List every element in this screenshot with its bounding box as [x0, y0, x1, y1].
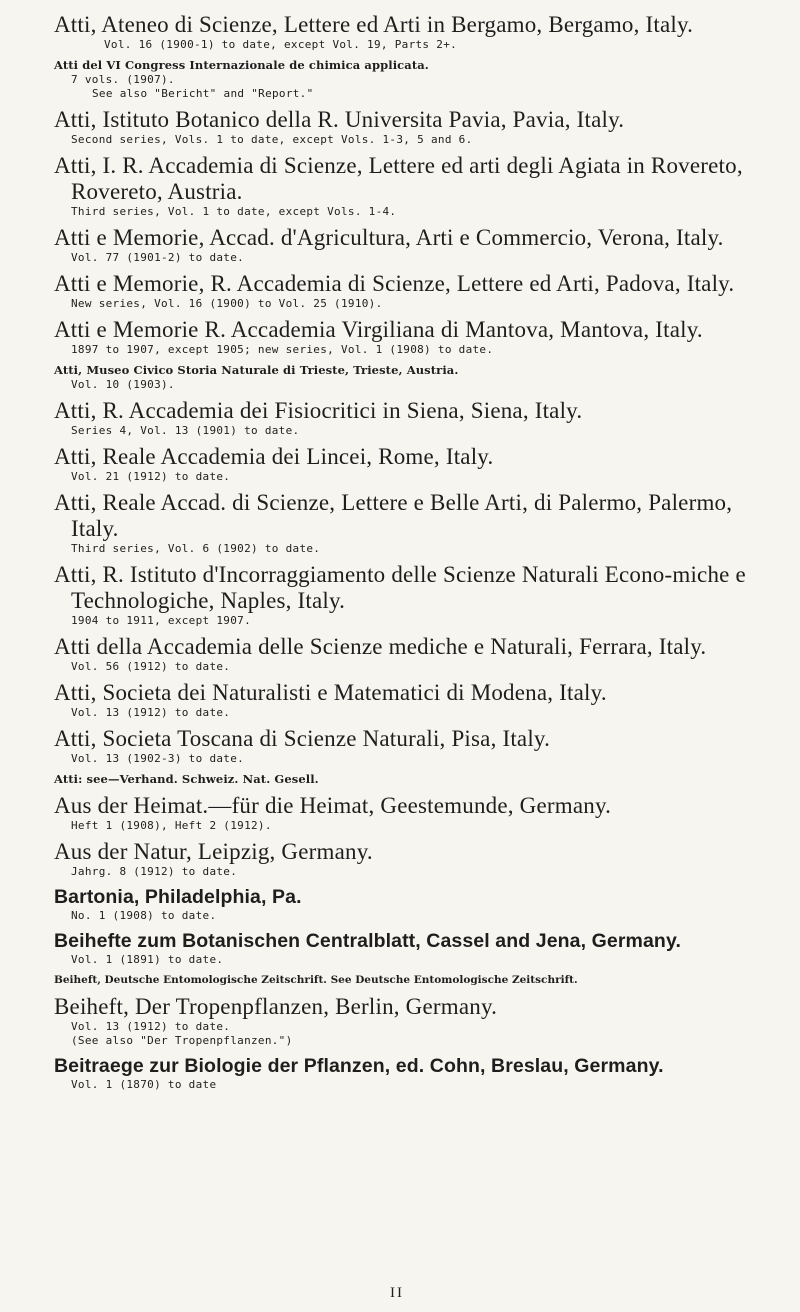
entry-museo-trieste	[54, 363, 760, 392]
entry-holdings: Vol. 13 (1912) to date.	[71, 706, 231, 719]
entry-holdings: Vol. 1 (1891) to date.	[71, 953, 224, 966]
entry-naturalisti-modena	[54, 680, 760, 720]
entry-beiheft-entomologische	[54, 973, 760, 988]
entry-title: Atti del VI Congress Internazionale de chimica applicata.	[54, 58, 429, 72]
entry-title: Atti, I. R. Accademia di Scienze, Lettere ed arti degli Agiata in Rovereto, Rovereto, Austria.	[54, 153, 743, 204]
entry-title: Beihefte zum Botanischen Centralblatt, Cassel and Jena, Germany.	[54, 930, 681, 952]
entry-see-also: (See also "Der Tropenpflanzen.")	[71, 1034, 293, 1047]
entry-holdings: 1897 to 1907, except 1905; new series, Vol. 1 (1908) to date.	[71, 343, 494, 356]
entry-title: Atti, R. Accademia dei Fisiocritici in Siena, Siena, Italy.	[54, 398, 583, 423]
entry-ateneo-bergamo	[54, 12, 760, 52]
entry-accademia-padova	[54, 271, 760, 311]
entry-accademia-rovereto	[54, 153, 760, 219]
entry-holdings: Series 4, Vol. 13 (1901) to date.	[71, 424, 300, 437]
entry-holdings: Vol. 77 (1901-2) to date.	[71, 251, 245, 264]
entry-title: Atti della Accademia delle Scienze mediche e Naturali, Ferrara, Italy.	[54, 634, 707, 659]
entry-aus-der-natur	[54, 839, 760, 879]
entry-title: Atti, Istituto Botanico della R. Universita Pavia, Pavia, Italy.	[54, 107, 625, 132]
entry-holdings: Vol. 1 (1870) to date	[71, 1078, 217, 1091]
entry-title: Atti: see—Verhand. Schweiz. Nat. Gesell.	[54, 772, 319, 786]
entry-bartonia	[54, 885, 760, 923]
entry-title: Atti, Societa Toscana di Scienze Naturali, Pisa, Italy.	[54, 726, 551, 751]
entry-holdings: Third series, Vol. 6 (1902) to date.	[71, 542, 321, 555]
entry-congress-chimica	[54, 58, 760, 101]
entry-title: Bartonia, Philadelphia, Pa.	[54, 886, 302, 908]
entry-agricultura-verona	[54, 225, 760, 265]
entry-title: Atti e Memorie R. Accademia Virgiliana di Mantova, Mantova, Italy.	[54, 317, 703, 342]
entry-beitraege-biologie	[54, 1054, 760, 1092]
entry-holdings: 7 vols. (1907).	[71, 73, 175, 86]
entry-virgiliana-mantova	[54, 317, 760, 357]
entry-holdings: Vol. 13 (1902-3) to date.	[71, 752, 245, 765]
entry-beihefte-centralblatt	[54, 929, 760, 967]
entry-title: Atti, Reale Accademia dei Lincei, Rome, Italy.	[54, 444, 494, 469]
entry-accad-palermo	[54, 490, 760, 556]
entry-title: Beiheft, Deutsche Entomologische Zeitschrift. See Deutsche Entomologische Zeitschrift.	[54, 974, 578, 986]
entry-toscana-pisa	[54, 726, 760, 766]
entry-title: Atti, Societa dei Naturalisti e Matematici di Modena, Italy.	[54, 680, 607, 705]
entry-aus-der-heimat	[54, 793, 760, 833]
entry-holdings: New series, Vol. 16 (1900) to Vol. 25 (1910).	[71, 297, 383, 310]
entry-beiheft-tropenpflanzen	[54, 994, 760, 1048]
entry-holdings: Vol. 13 (1912) to date.	[71, 1020, 231, 1033]
entry-holdings: Second series, Vols. 1 to date, except Vols. 1-3, 5 and 6.	[71, 133, 473, 146]
entry-istituto-botanico-pavia	[54, 107, 760, 147]
entry-title: Aus der Natur, Leipzig, Germany.	[54, 839, 373, 864]
entry-title: Atti e Memorie, R. Accademia di Scienze, Lettere ed Arti, Padova, Italy.	[54, 271, 735, 296]
entry-holdings: Third series, Vol. 1 to date, except Vols. 1-4.	[71, 205, 397, 218]
entry-lincei-rome	[54, 444, 760, 484]
entry-title: Atti, R. Istituto d'Incorraggiamento delle Scienze Naturali Econo-miche e Technologiche, Naples, Italy.	[54, 562, 746, 613]
entry-title: Aus der Heimat.—für die Heimat, Geestemunde, Germany.	[54, 793, 612, 818]
entry-see-also: See also "Bericht" and "Report."	[92, 87, 314, 100]
entry-holdings: Heft 1 (1908), Heft 2 (1912).	[71, 819, 272, 832]
entry-title: Beitraege zur Biologie der Pflanzen, ed. Cohn, Breslau, Germany.	[54, 1055, 664, 1077]
entry-holdings: Vol. 21 (1912) to date.	[71, 470, 231, 483]
entry-incorraggiamento-naples	[54, 562, 760, 628]
entry-holdings: Vol. 16 (1900-1) to date, except Vol. 19, Parts 2+.	[104, 38, 458, 51]
page-number: II	[390, 1285, 404, 1301]
entry-title: Atti, Museo Civico Storia Naturale di Trieste, Trieste, Austria.	[54, 363, 459, 377]
entry-holdings: Vol. 56 (1912) to date.	[71, 660, 231, 673]
entry-holdings: Jahrg. 8 (1912) to date.	[71, 865, 238, 878]
entry-fisiocritici-siena	[54, 398, 760, 438]
entry-title: Atti e Memorie, Accad. d'Agricultura, Arti e Commercio, Verona, Italy.	[54, 225, 724, 250]
entry-title: Beiheft, Der Tropenpflanzen, Berlin, Germany.	[54, 994, 498, 1019]
entry-title: Atti, Ateneo di Scienze, Lettere ed Arti in Bergamo, Bergamo, Italy.	[54, 12, 694, 37]
entry-atti-see-verhand	[54, 772, 760, 787]
entry-scienze-ferrara	[54, 634, 760, 674]
entry-holdings: Vol. 10 (1903).	[71, 378, 175, 391]
entry-holdings: No. 1 (1908) to date.	[71, 909, 217, 922]
entry-title: Atti, Reale Accad. di Scienze, Lettere e Belle Arti, di Palermo, Palermo, Italy.	[54, 490, 733, 541]
entry-holdings: 1904 to 1911, except 1907.	[71, 614, 251, 627]
